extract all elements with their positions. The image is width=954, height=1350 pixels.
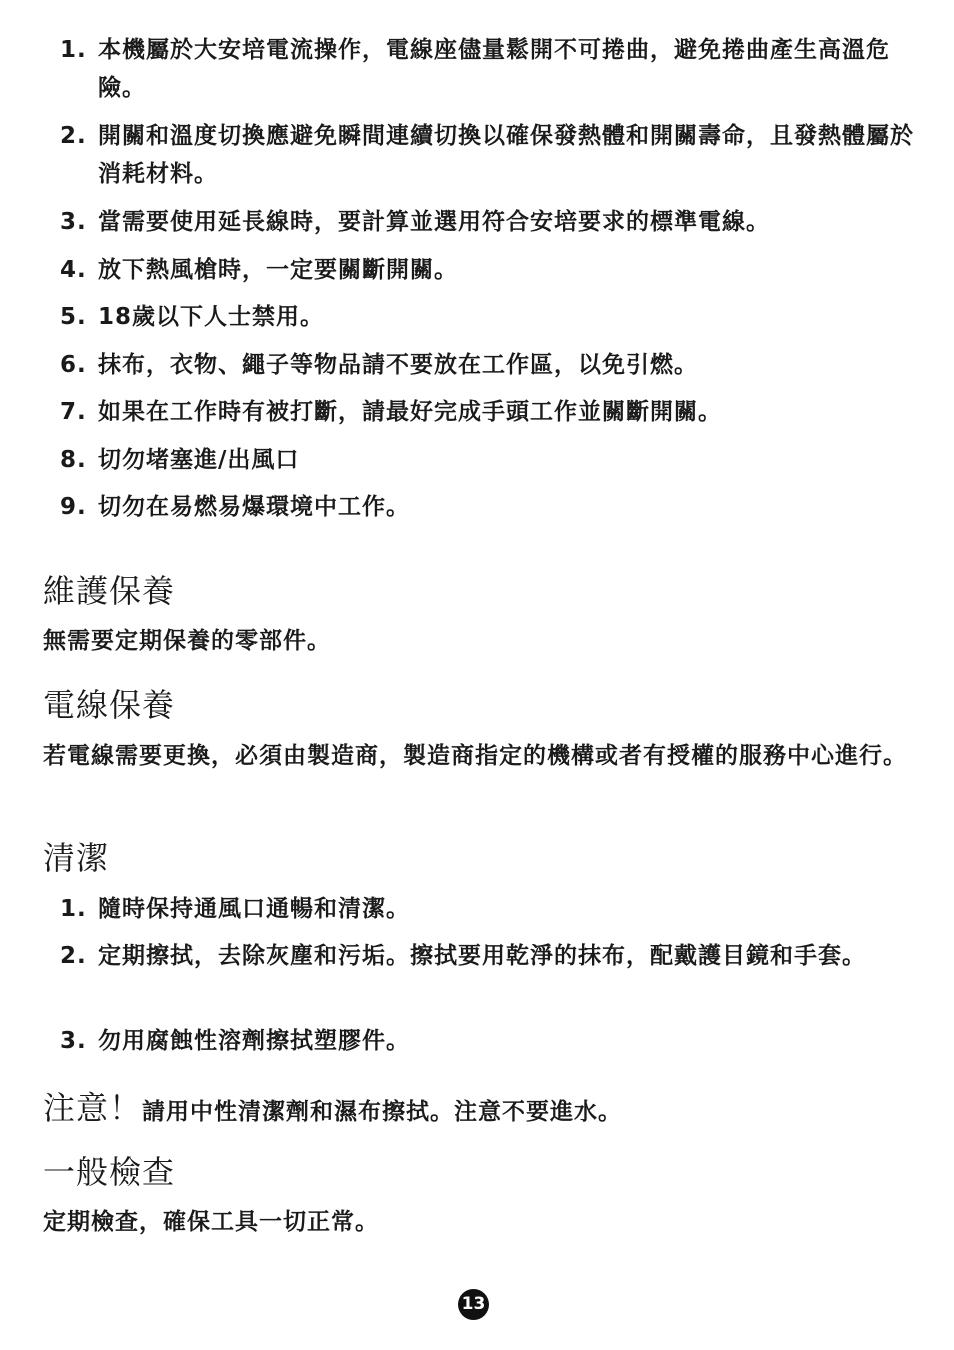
list-item (60, 251, 934, 289)
item-text: 隨時保持通風口通暢和清潔。 (98, 896, 410, 922)
list-item (60, 890, 934, 928)
list-item (60, 393, 934, 431)
list-item (60, 1022, 934, 1060)
list-item (60, 31, 934, 107)
item-number: 9. (60, 494, 87, 520)
list-item (60, 346, 934, 384)
list-item (60, 203, 934, 241)
item-text: 抹布，衣物、繩子等物品請不要放在工作區，以免引燃。 (98, 352, 698, 378)
maintenance-text: 無需要定期保養的零部件。 (43, 628, 331, 654)
cable-care-text: 若電線需要更換，必須由製造商，製造商指定的機構或者有授權的服務中心進行。 (43, 743, 907, 769)
notice-text: 請用中性清潔劑和濕布擦拭。注意不要進水。 (142, 1099, 623, 1125)
item-number: 2. (60, 123, 87, 149)
list-item (60, 117, 934, 193)
list-item (60, 937, 934, 975)
item-text: 本機屬於大安培電流操作，電線座儘量鬆開不可捲曲，避免捲曲產生高溫危險。 (98, 37, 890, 101)
item-number: 7. (60, 399, 87, 425)
item-text: 切勿堵塞進/出風口 (98, 447, 300, 473)
item-text: 開關和溫度切換應避免瞬間連續切換以確保發熱體和開關壽命，且發熱體屬於消耗材料。 (98, 123, 914, 187)
item-text: 定期擦拭，去除灰塵和污垢。擦拭要用乾淨的抹布，配戴護目鏡和手套。 (98, 943, 866, 969)
item-text: 如果在工作時有被打斷，請最好完成手頭工作並關斷開關。 (98, 399, 722, 425)
item-number: 3. (60, 209, 87, 235)
item-text: 放下熱風槍時，一定要關斷開關。 (98, 257, 458, 283)
cable-care-heading: 電線保養 (43, 686, 176, 724)
item-number: 2. (60, 943, 87, 969)
inspection-heading: 一般檢查 (43, 1153, 176, 1191)
item-text: 切勿在易燃易爆環境中工作。 (98, 494, 410, 520)
maintenance-heading: 維護保養 (43, 572, 176, 610)
page-number-badge: 13 (458, 1289, 489, 1320)
item-number: 4. (60, 257, 87, 283)
item-number: 1. (60, 37, 87, 63)
list-item (60, 298, 934, 336)
list-item (60, 441, 934, 479)
inspection-text: 定期檢查，確保工具一切正常。 (43, 1209, 379, 1235)
item-text: 當需要使用延長線時，要計算並選用符合安培要求的標準電線。 (98, 209, 770, 235)
cleaning-heading: 清潔 (43, 839, 110, 877)
notice (43, 1086, 622, 1136)
item-text: 勿用腐蝕性溶劑擦拭塑膠件。 (98, 1028, 410, 1054)
item-number: 5. (60, 304, 87, 330)
item-number: 6. (60, 352, 87, 378)
item-number: 8. (60, 447, 87, 473)
item-text: 18歲以下人士禁用。 (98, 304, 325, 330)
notice-label: 注意！ (43, 1089, 143, 1127)
list-item (60, 488, 934, 526)
item-number: 1. (60, 896, 87, 922)
item-number: 3. (60, 1028, 87, 1054)
